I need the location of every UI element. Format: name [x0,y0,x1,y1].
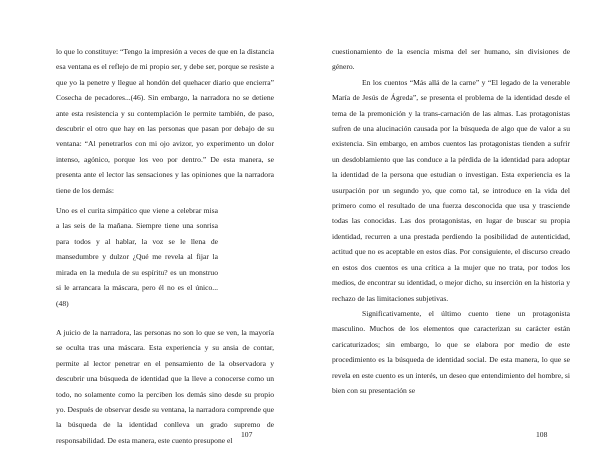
block-quote-container [56,203,274,311]
right-page [300,0,600,473]
right-paragraph-3: Significativamente, el último cuento tiene un protagonista masculino. Muchos de los elementos que caracterizan su carácter están caricaturizados; sin embargo, lo que se elabora por medio de este procedimiento es la búsqueda de identidad social. De esta manera, lo que se revela en este cuento es un interés, un deseo que entendimiento del hombre, si bien con su presentación se [332,308,570,395]
left-paragraph-2: A juicio de la narradora, las personas no son lo que se ven, la mayoría se oculta tras una máscara. Esta experiencia y su ansia de contar, permite al lector penetrar en el pensamiento de la observadora y descubrir una búsqueda de identidad que la lleve a conocerse como un todo, no solamente como la perciben los demás sino desde su propio yo. Después de observar desde su ventana, la narradora comprende que la búsqueda de la identidad conlleva un grado supremo de responsabilidad. De esta manera, este cuento presupone el [56,327,274,445]
block-quote: Uno es el curita simpático que viene a celebrar misa a las seis de la mañana. Siempre tiene una sonrisa para todos y al hablar, la voz se le llena de mansedumbre y dulzor ¿Qué me revela al fijar la mirada en la medula de su espíritu? es un monstruo si le arrancara la máscara, pero él no es el único... (48) [56,206,218,308]
page-number-left: 107 [241,430,253,439]
right-paragraph-1: cuestionamiento de la esencia misma del ser humano, sin divisiones de género. [332,47,570,72]
right-paragraph-2: En los cuentos “Más allá de la carne” y “El legado de la venerable María de Jesús de Ágreda”, se presenta el problema de la identidad desde el tema de la premonición y la trans-carnación de las almas. Las protagonistas sufren de una alucinación causada por la búsqueda de algo que de valor a su existencia. Sin embargo, en ambos cuentos las protagonistas tienden a sufrir un desdoblamiento que las conduce a la pérdida de la identidad para adoptar la identidad de la persona que estudian o investigan. Esta experiencia es la usurpación por un segundo yo, que como tal, se introduce en la vida del primero como el resultado de una fuerza desconocida que usa y trasciende todas las conocidas. Las dos protagonistas, en lugar de buscar su propia identidad, recurren a una prestada perdiendo la posibilidad de autenticidad, actitud que no es aceptable en estos días. Por consiguiente, el discurso creado en estos dos cuentos es una crítica a la mujer que no trata, por todos los medios, de encontrar su identidad, o mejor dicho, su inserción en la historia y rechazo de las limitaciones subjetivas. [332,77,570,303]
page-number-right: 108 [536,430,548,439]
left-paragraph-1: lo que lo constituye: “Tengo la impresión a veces de que en la distancia esa ventana es el reflejo de mi propio ser, y debe ser, porque se resiste a que yo la penetre y llegue al hondón del quehacer diario que encierra” Cosecha de pecadores...(46). Sin embargo, la narradora no se detiene ante esta resistencia y su contemplación le permite también, de paso, descubrir el otro que hay en las personas que pasan por debajo de su ventana: “Al penetrarlos con mi ojo avizor, yo experimento un dolor intenso, agónico, porque los veo por dentro.” De esta manera, se presenta ante el lector las sensaciones y las opiniones que la narradora tiene de los demás: [56,47,274,195]
